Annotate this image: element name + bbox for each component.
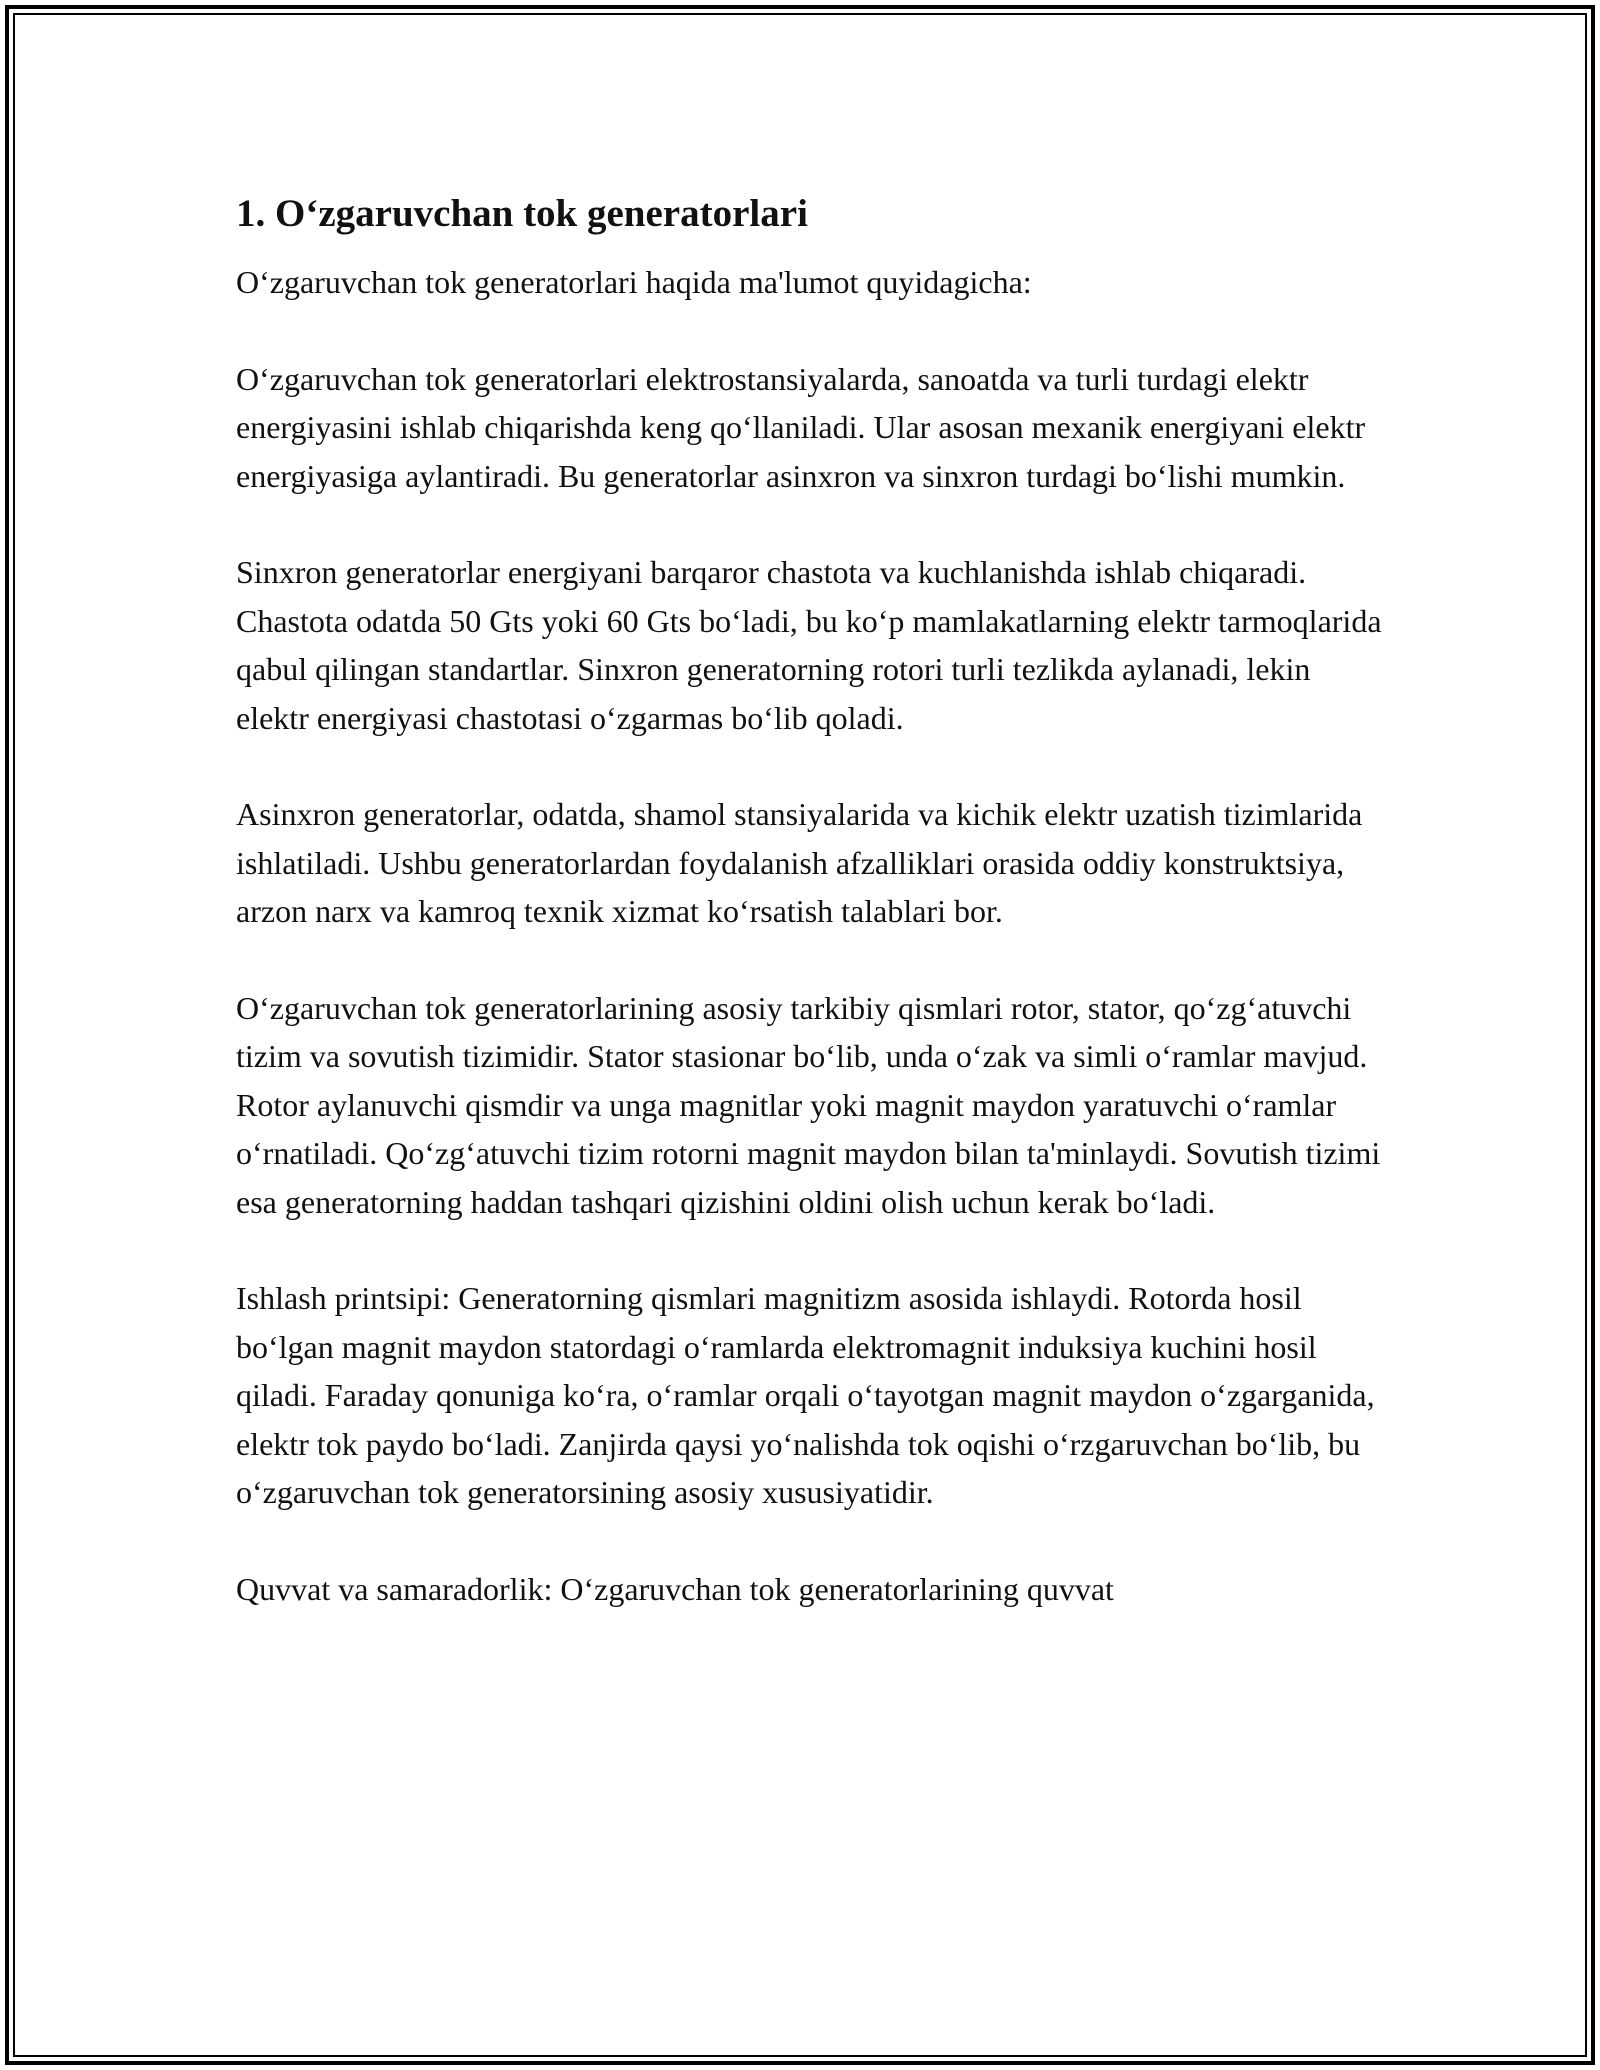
paragraph-intro: O‘zgaruvchan tok generatorlari haqida ma'lumot quyidagicha: xyxy=(236,264,1032,300)
paragraph-asynchronous: Asinxron generatorlar, odatda, shamol stansiyalarida va kichik elektr uzatish tizimlarida ishlatiladi. Ushbu generatorlardan foydalanish afzalliklari orasida oddiy konstruktsiya, arzon narx va kamroq texnik xizmat ko‘rsatish talablari bor. xyxy=(236,796,1363,929)
paragraph-components: O‘zgaruvchan tok generatorlarining asosiy tarkibiy qismlari rotor, stator, qo‘zg‘atuvchi tizim va sovutish tizimidir. Stator stasionar bo‘lib, unda o‘zak va simli o‘ramlar mavjud. Rotor aylanuvchi qismdir va unga magnitlar yoki magnit maydon yaratuvchi o‘ramlar o‘rnatiladi. Qo‘zg‘atuvchi tizim rotorni magnit maydon bilan ta'minlaydi. Sovutish tizimi esa generatorning haddan tashqari qizishini oldini olish uchun kerak bo‘ladi. xyxy=(236,989,1381,1220)
section-heading: 1. O‘zgaruvchan tok generatorlari xyxy=(236,192,808,235)
paragraph-principle: Ishlash printsipi: Generatorning qismlari magnitizm asosida ishlaydi. Rotorda hosil bo‘lgan magnit maydon statordagi o‘ramlarda elektromagnit induksiya kuchini hosil qiladi. Faraday qonuniga ko‘ra, o‘ramlar orqali o‘tayotgan magnit maydon o‘zgarganida, elektr tok paydo bo‘ladi. Zanjirda qaysi yo‘nalishda tok oqishi o‘rzgaruvchan bo‘lib, bu o‘zgaruvchan tok generatorsining asosiy xususiyatidir. xyxy=(236,1280,1375,1510)
paragraph-overview: O‘zgaruvchan tok generatorlari elektrostansiyalarda, sanoatda va turli turdagi elektr energiyasini ishlab chiqarishda keng qo‘llaniladi. Ular asosan mexanik energiyani elektr energiyasiga aylantiradi. Bu generatorlar asinxron va sinxron turdagi bo‘lishi mumkin. xyxy=(236,360,1366,494)
paragraph-power: Quvvat va samaradorlik: O‘zgaruvchan tok generatorlarining quvvat xyxy=(236,1570,1114,1607)
document-body xyxy=(236,186,1386,1661)
paragraph-synchronous: Sinxron generatorlar energiyani barqaror chastota va kuchlanishda ishlab chiqaradi. Chastota odatda 50 Gts yoki 60 Gts bo‘ladi, bu ko‘p mamlakatlarning elektr tarmoqlarida qabul qilingan standartlar. Sinxron generatorning rotori turli tezlikda aylanadi, lekin elektr energiyasi chastotasi o‘zgarmas bo‘lib qoladi. xyxy=(236,554,1382,736)
